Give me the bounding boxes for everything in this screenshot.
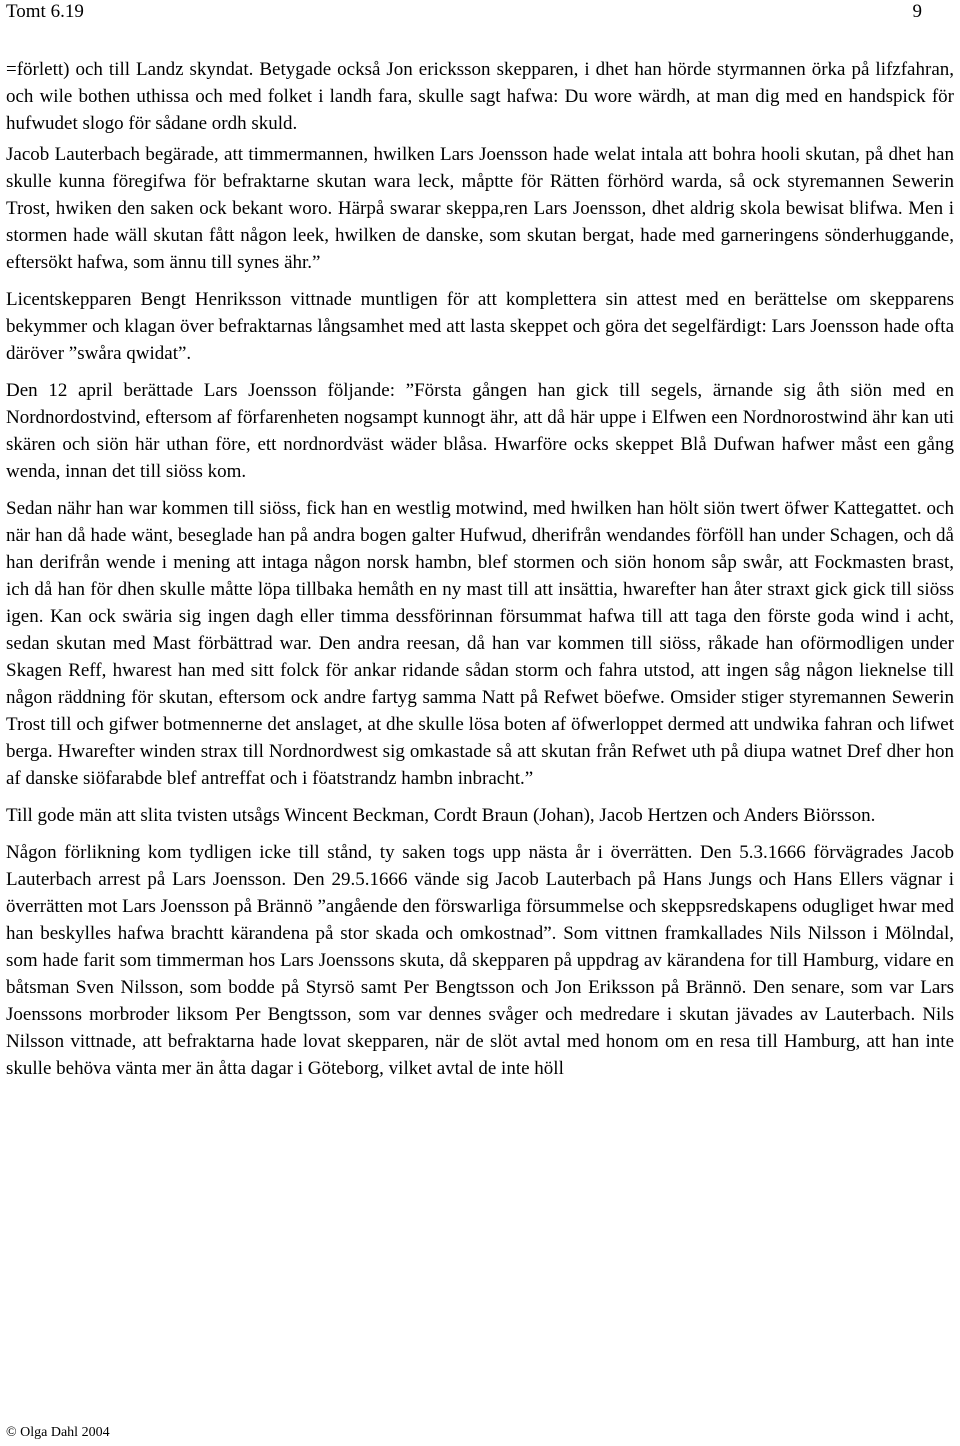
paragraph: Sedan nähr han war kommen till siöss, fick han en westlig motwind, med hwilken han hölt siön twert öfwer Kattegattet. och när han då hade wänt, beseglade han på andra bogen galter Hufwud, dherifrån wendandes förföll han under Schagen, och då han derifrån wende i mening att intaga någon norsk hambn, blef stormen och siön honom såp swår, att Fockmasten brast, ich då han för dhen skulle måtte löpa tillbaka hemåth en ny mast till att insättia, hwarefter han åter straxt gick gick till siöss igen. Kan ock swäria sig ingen dagh eller timma dessförinnan försummat hafwa till att taga den förste goda wind i acht, sedan skutan med Mast förbättrad war. Den andra reesan, då han var kommen till siöss, råkade han oförmodligen under Skagen Reff, hwarest han med sitt folck för ankar ridande sådan storm och fahra utstod, att ingen såg någon lieknelse till någon räddning för skutan, eftersom ock andre fartyg samma Natt på Refwet böefwe. Omsider stiger styremannen Sewerin Trost till och gifwer botmennerne det anslaget, at dhe skulle lösa boten af öfwerloppet dermed att undwika fahran och lifwet berga. Hwarefter winden strax till Nordnordwest sig omkastade så att skutan från Refwet uth på diupa watnet Dref dher hon af danske siöfarabde blef antreffat och i föatstrandz hambn inbracht.”	[6, 498, 954, 789]
page-header	[6, 0, 922, 26]
paragraph: Den 12 april berättade Lars Joensson följande: ”Första gången han gick till segels, ärnande sig åth siön med en Nordnordostvind, eftersom af förfarenheten nogsampt kunnogt ähr, att då här uppe i Elfwen een Nordnorostwind ähr kan uti skären och siön här uthan före, ett nordnordväst wäder blåsa. Hwarföre ocks skeppet Blå Dufwan hafwer måst een gång wenda, innan det till siöss kom.	[6, 380, 954, 482]
document-title: Tomt 6.19	[6, 1, 84, 22]
paragraph: =förlett) och till Landz skyndat. Betygade också Jon ericksson skepparen, i dhet han hörde styrmannen örka på lifzfahran, och wile bothen uthissa och med folket i landh fara, skulle sagt hafwa: Du wore wärdh, at man dig med en handspick för hufwudet slogo för sådane ordh skuld.	[6, 59, 954, 134]
page-number: 9	[912, 1, 922, 22]
paragraph: Någon förlikning kom tydligen icke till stånd, ty saken togs upp nästa år i överrätten. Den 5.3.1666 förvägrades Jacob Lauterbach arrest på Lars Joensson. Den 29.5.1666 vände sig Jacob Lauterbach på Hans Jungs och Hans Ellers vägnar i överrätten mot Lars Joensson på Brännö ”angående den förswarliga försummelse och skeppsredskapens odugliget hwar med han beskylles hafwa brachtt kärandena på stor skada och omkostnad”. Som vittnen framkallades Nils Nilsson i Mölndal, som hade farit som timmerman hos Lars Joenssons skuta, då skepparen på uppdrag av kärandena for till Hamburg, vidare en båtsman Sven Nilsson, som bodde på Styrsö samt Per Bengtsson och Jon Eriksson på Brännö. Den senare, som var Lars Joenssons morbroder liksom Per Bengtsson, som var dennes svåger och medredare i skutan jävades av Lauterbach. Nils Nilsson vittnade, att befraktarna hade lovat skepparen, när de slöt avtal med honom om en resa till Hamburg, att han inte skulle behöva vänta mer än åtta dagar i Göteborg, vilket avtal de inte höll	[6, 842, 954, 1079]
document-body	[6, 56, 954, 1092]
paragraph: Jacob Lauterbach begärade, att timmermannen, hwilken Lars Joensson hade welat intala att bohra hooli skutan, på dhet han skulle kunna föregifwa för befraktarne skutan wara leck, måptte för Rätten förhörd warda, så ock styremannen Sewerin Trost, hwiken den saken ock bekant woro. Härpå swarar skeppa,ren Lars Joensson, dhet aldrig skola bewisat blifwa. Men i stormen hade wäll skutan fått någon leek, hwilken de danske, som skutan bergat, hade med garneringens sönderhuggande, eftersökt hafwa, som ännu till synes ähr.”	[6, 144, 954, 273]
copyright-notice: © Olga Dahl 2004	[6, 1425, 110, 1440]
paragraph: Till gode män att slita tvisten utsågs Wincent Beckman, Cordt Braun (Johan), Jacob Hertzen och Anders Biörsson.	[6, 805, 876, 826]
page-footer	[6, 1424, 110, 1442]
paragraph: Licentskepparen Bengt Henriksson vittnade muntligen för att komplettera sin attest med en berättelse om skepparens bekymmer och klagan över befraktarnas långsamhet med att lasta skeppet och göra det segelfärdigt: Lars Joensson hade ofta däröver ”swåra qwidat”.	[6, 289, 954, 364]
